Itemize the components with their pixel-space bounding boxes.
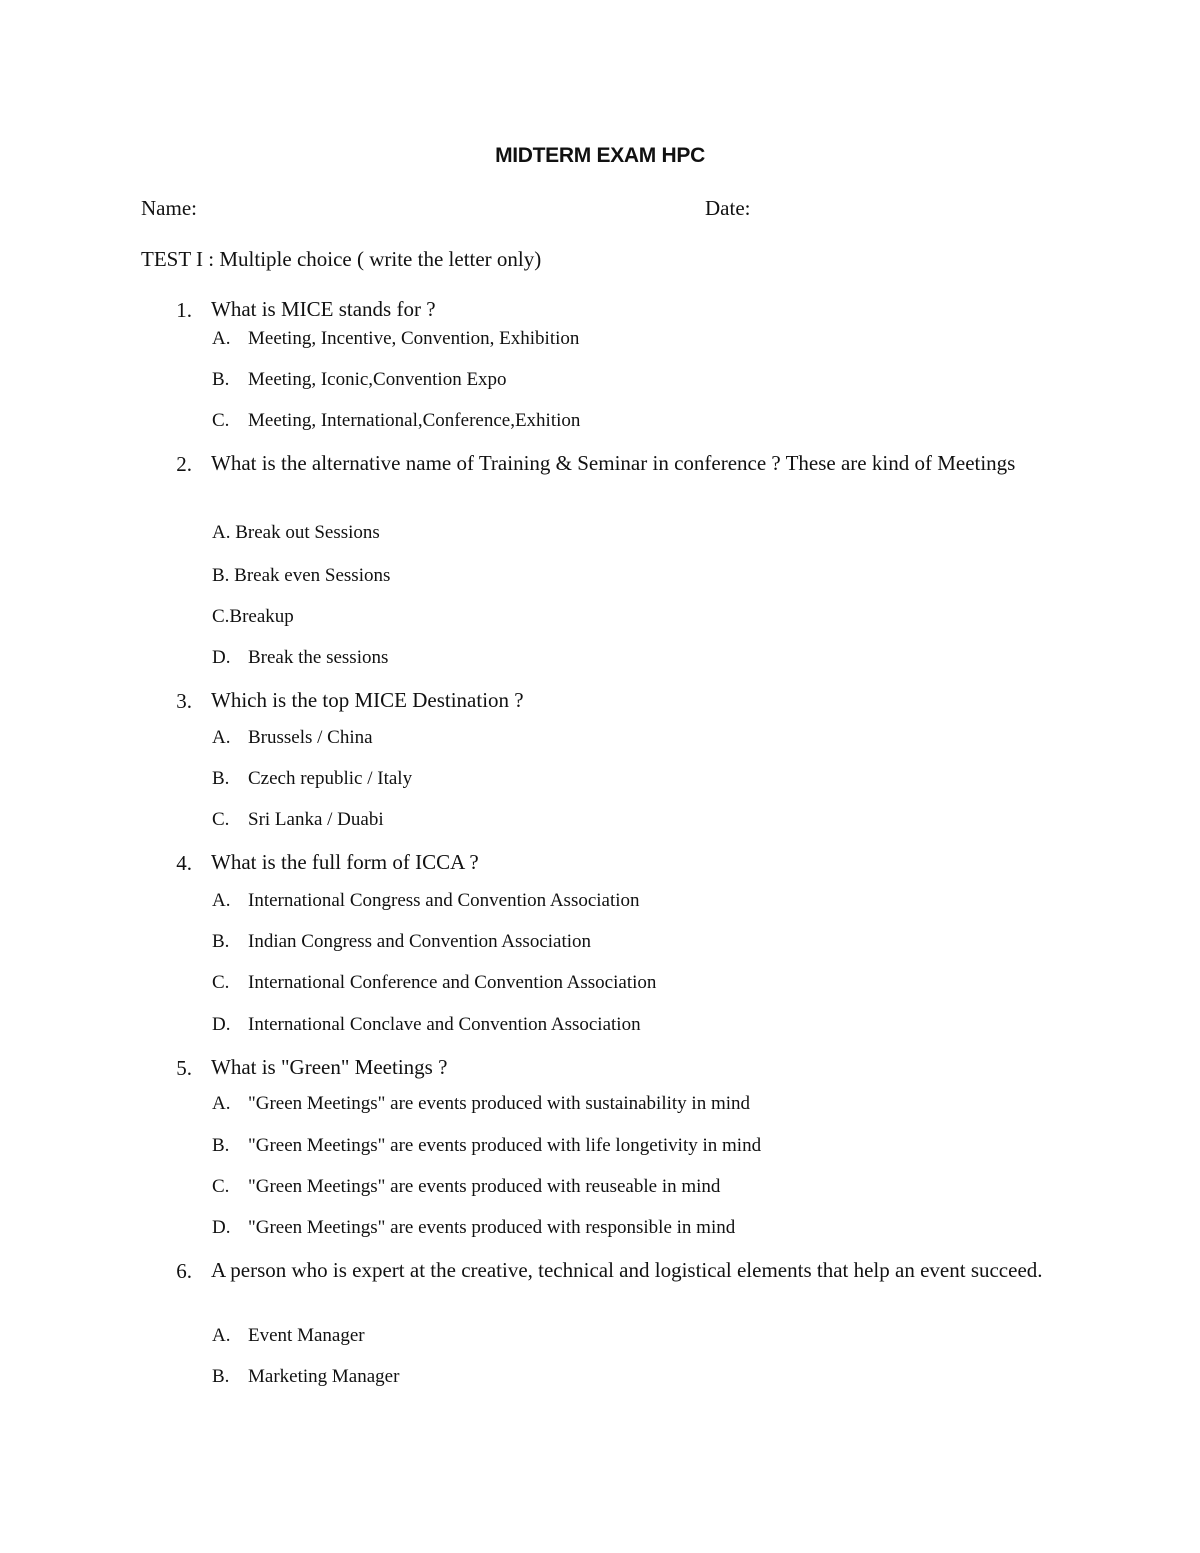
option-text: International Conference and Convention Association: [248, 972, 657, 993]
question-text: What is "Green" Meetings ?: [211, 1055, 448, 1079]
question-text: A person who is expert at the creative, technical and logistical elements that help an event succeed.: [211, 1258, 1043, 1282]
option-letter: C.: [212, 972, 230, 993]
option-letter: A.: [212, 727, 231, 748]
question-text: Which is the top MICE Destination ?: [211, 688, 524, 712]
question-number: 3.: [176, 689, 192, 713]
name-label: Name:: [141, 196, 197, 220]
option-letter: B.: [212, 768, 230, 789]
option-letter: B.: [212, 1366, 230, 1387]
option-letter: A.: [212, 1325, 231, 1346]
option-text: Event Manager: [248, 1325, 365, 1346]
answer-option: [212, 972, 656, 994]
option-letter: B.: [212, 1135, 230, 1156]
answer-option: [212, 1325, 365, 1347]
option-letter: A.: [212, 328, 231, 349]
option-text: A. Break out Sessions: [212, 522, 380, 543]
option-text: Meeting, Incentive, Convention, Exhibition: [248, 328, 580, 349]
answer-option: [212, 1176, 720, 1198]
option-text: Meeting, International,Conference,Exhition: [248, 410, 581, 431]
question-number: 4.: [176, 851, 192, 875]
answer-option: [212, 410, 580, 432]
option-text: Indian Congress and Convention Association: [248, 931, 592, 952]
option-letter: B.: [212, 369, 230, 390]
answer-option: [212, 522, 380, 544]
question-text: What is the full form of ICCA ?: [211, 850, 479, 874]
answer-option: [212, 931, 591, 953]
question-number: 6.: [176, 1259, 192, 1283]
option-text: "Green Meetings" are events produced with life longetivity in mind: [248, 1135, 762, 1156]
test-heading: TEST I : Multiple choice ( write the letter only): [141, 247, 542, 271]
question-text: What is MICE stands for ?: [211, 297, 436, 321]
date-label: Date:: [705, 196, 751, 220]
option-text: "Green Meetings" are events produced with sustainability in mind: [248, 1093, 751, 1114]
question-text: What is the alternative name of Training & Seminar in conference ? These are kind of Meetings: [211, 451, 1016, 475]
answer-option: [212, 727, 373, 749]
option-letter: C.: [212, 410, 230, 431]
option-letter: A.: [212, 1093, 231, 1114]
question-number: 2.: [176, 452, 192, 476]
answer-option: [212, 606, 294, 628]
answer-option: [212, 890, 640, 912]
answer-option: [212, 565, 390, 587]
answer-option: [212, 768, 412, 790]
option-letter: B.: [212, 931, 230, 952]
option-text: International Congress and Convention Association: [248, 890, 640, 911]
exam-title: MIDTERM EXAM HPC: [495, 144, 705, 167]
answer-option: [212, 1135, 761, 1157]
answer-option: [212, 647, 388, 669]
option-text: Break the sessions: [248, 647, 389, 668]
answer-option: [212, 1366, 399, 1388]
option-text: Meeting, Iconic,Convention Expo: [248, 369, 507, 390]
answer-option: [212, 1014, 641, 1036]
answer-option: [212, 809, 384, 831]
option-letter: C.: [212, 1176, 230, 1197]
answer-option: [212, 1093, 750, 1115]
option-text: International Conclave and Convention Association: [248, 1014, 641, 1035]
option-letter: D.: [212, 1217, 231, 1238]
option-letter: C.: [212, 809, 230, 830]
option-text: Czech republic / Italy: [248, 768, 413, 789]
option-letter: D.: [212, 1014, 231, 1035]
option-text: Marketing Manager: [248, 1366, 400, 1387]
question-number: 1.: [176, 298, 192, 322]
option-letter: D.: [212, 647, 231, 668]
option-text: "Green Meetings" are events produced with reuseable in mind: [248, 1176, 721, 1197]
answer-option: [212, 328, 579, 350]
option-text: B. Break even Sessions: [212, 565, 391, 586]
option-text: Sri Lanka / Duabi: [248, 809, 384, 830]
option-text: Brussels / China: [248, 727, 373, 748]
answer-option: [212, 369, 507, 391]
option-text: "Green Meetings" are events produced with responsible in mind: [248, 1217, 736, 1238]
option-text: C.Breakup: [212, 606, 294, 627]
option-letter: A.: [212, 890, 231, 911]
question-number: 5.: [176, 1056, 192, 1080]
answer-option: [212, 1217, 735, 1239]
